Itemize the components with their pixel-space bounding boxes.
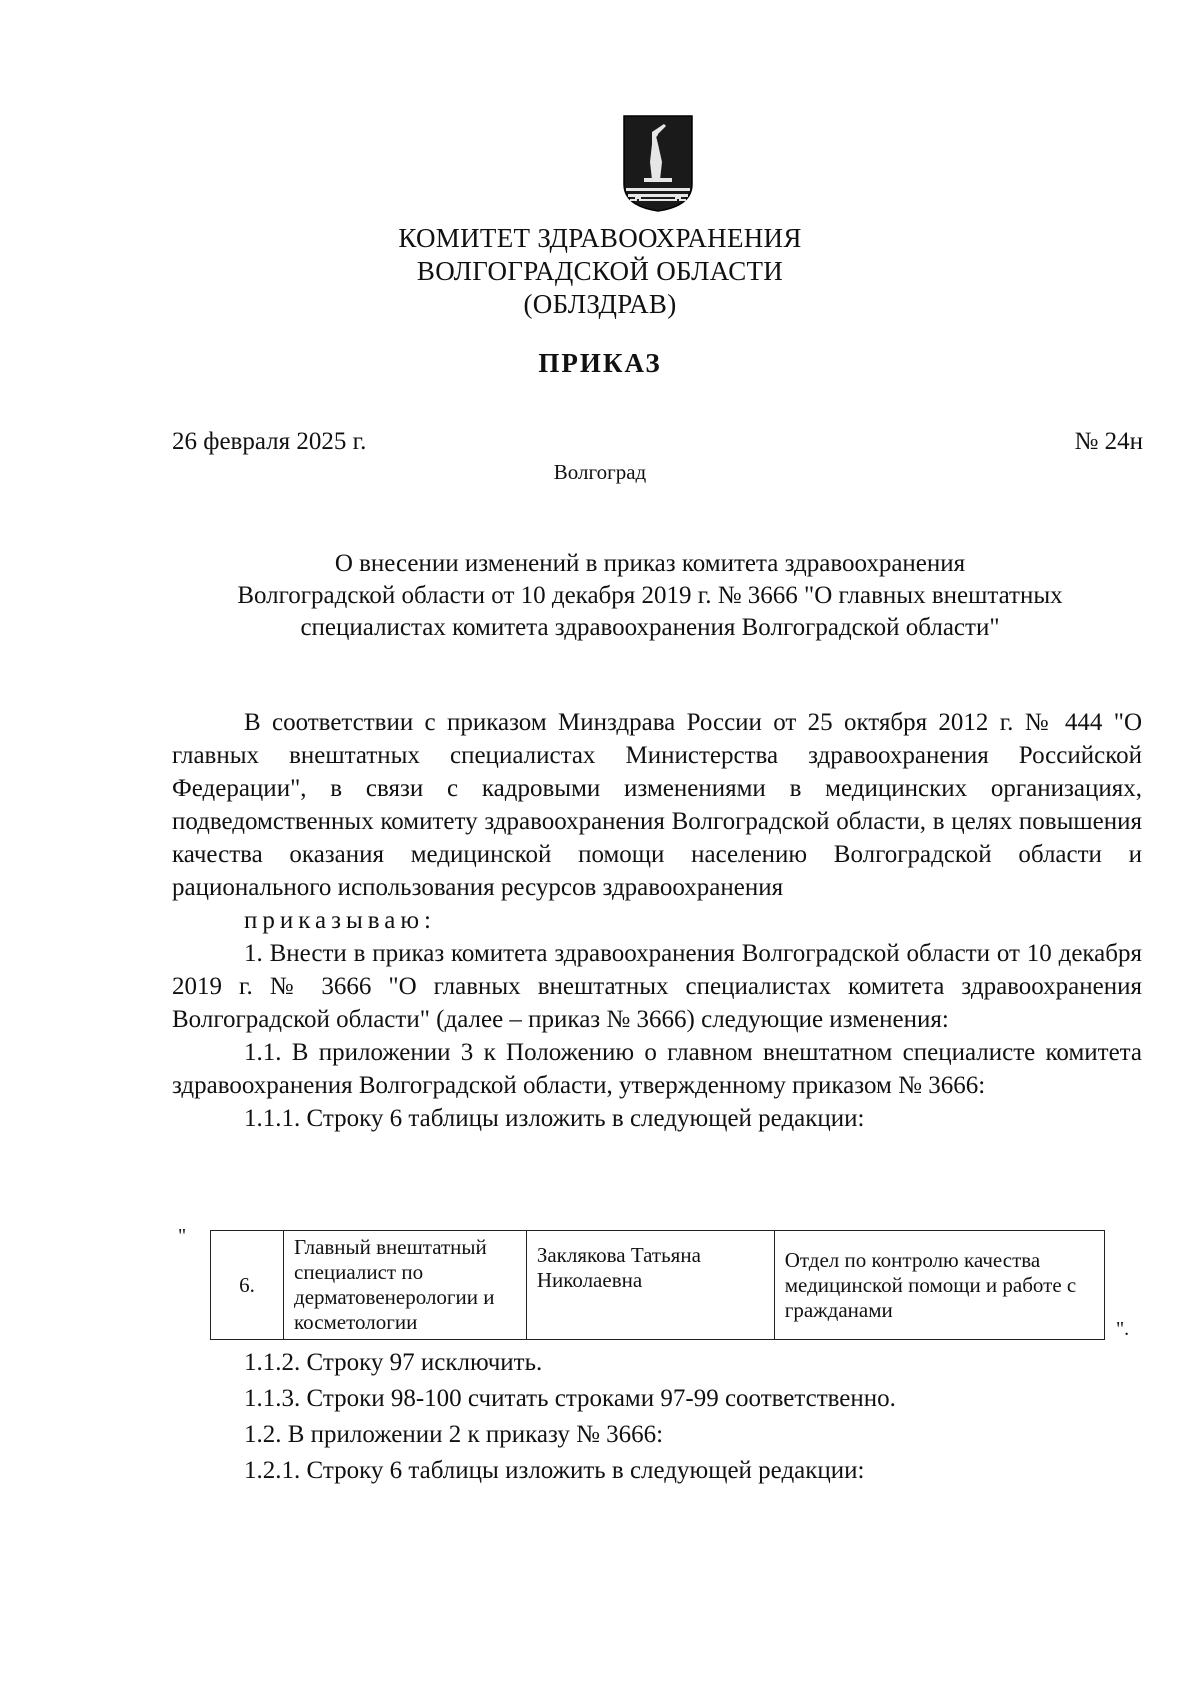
name-cell: Заклякова Татьяна Николаевна bbox=[526, 1231, 774, 1340]
organization-name bbox=[0, 222, 1200, 321]
table-row bbox=[211, 1231, 1105, 1340]
subject-line-3: специалистах комитета здравоохранения Волгоградской области" bbox=[300, 614, 1000, 641]
table-open-quote: " bbox=[178, 1225, 187, 1247]
paragraph-1-1-2: 1.1.2. Строку 97 исключить. bbox=[244, 1349, 543, 1376]
org-line-3: (ОБЛЗДРАВ) bbox=[523, 289, 677, 319]
document-city: Волгоград bbox=[553, 460, 647, 484]
subject-line-1: О внесении изменений в приказ комитета здравоохранения bbox=[334, 550, 966, 577]
org-line-2: ВОЛГОГРАДСКОЙ ОБЛАСТИ bbox=[416, 256, 784, 286]
preamble-paragraph: В соответствии с приказом Минздрава России от 25 октября 2012 г. № 444 "О главных внештатных специалистах Министерства здравоохранения Российской Федерации", в связи с кадровыми изменениями в медицинских организациях, подведомственных комитету здравоохранения Волгоградской области, в целях повышения качества оказания медицинской помощи населению Волгоградской области и рационального использования ресурсов здравоохранения bbox=[172, 709, 1142, 901]
paragraph-1-1-1: 1.1.1. Строку 6 таблицы изложить в следующей редакции: bbox=[244, 1105, 865, 1132]
department-cell: Отдел по контролю качества медицинской помощи и работе с гражданами bbox=[774, 1231, 1104, 1340]
position-cell: Главный внештатный специалист по дерматовенерологии и косметологии bbox=[284, 1231, 527, 1340]
paragraph-1-2: 1.2. В приложении 2 к приказу № 3666: bbox=[244, 1421, 664, 1448]
amended-row-table bbox=[210, 1230, 1105, 1340]
document-subject bbox=[170, 548, 1130, 644]
org-line-1: КОМИТЕТ ЗДРАВООХРАНЕНИЯ bbox=[398, 223, 802, 253]
paragraph-1: 1. Внести в приказ комитета здравоохранения Волгоградской области от 10 декабря 2019 г. № 3666 "О главных внештатных специалистах комитета здравоохранения Волгоградской области" (далее – приказ № 3666) следующие изменения: bbox=[172, 940, 1142, 1033]
document-body bbox=[172, 706, 1142, 1135]
document-date: 26 февраля 2025 г. bbox=[172, 428, 367, 455]
paragraph-1-1-3: 1.1.3. Строки 98-100 считать строками 97-99 соответственно. bbox=[244, 1385, 896, 1412]
table-close-quote: ". bbox=[1116, 1318, 1130, 1340]
paragraph-1-2-1: 1.2.1. Строку 6 таблицы изложить в следующей редакции: bbox=[244, 1457, 865, 1484]
paragraph-1-1: 1.1. В приложении 3 к Положению о главном внештатном специалисте комитета здравоохранения Волгоградской области, утвержденному приказом № 3666: bbox=[172, 1039, 1142, 1099]
document-type-title: ПРИКАЗ bbox=[538, 348, 662, 378]
row-number-cell: 6. bbox=[211, 1231, 284, 1340]
subject-line-2: Волгоградской области от 10 декабря 2019 г. № 3666 "О главных внештатных bbox=[237, 582, 1063, 609]
coat-of-arms-icon bbox=[622, 114, 694, 212]
document-number: № 24н bbox=[1074, 428, 1143, 455]
document-body-continued bbox=[172, 1345, 1142, 1489]
order-word: приказываю: bbox=[244, 907, 436, 934]
